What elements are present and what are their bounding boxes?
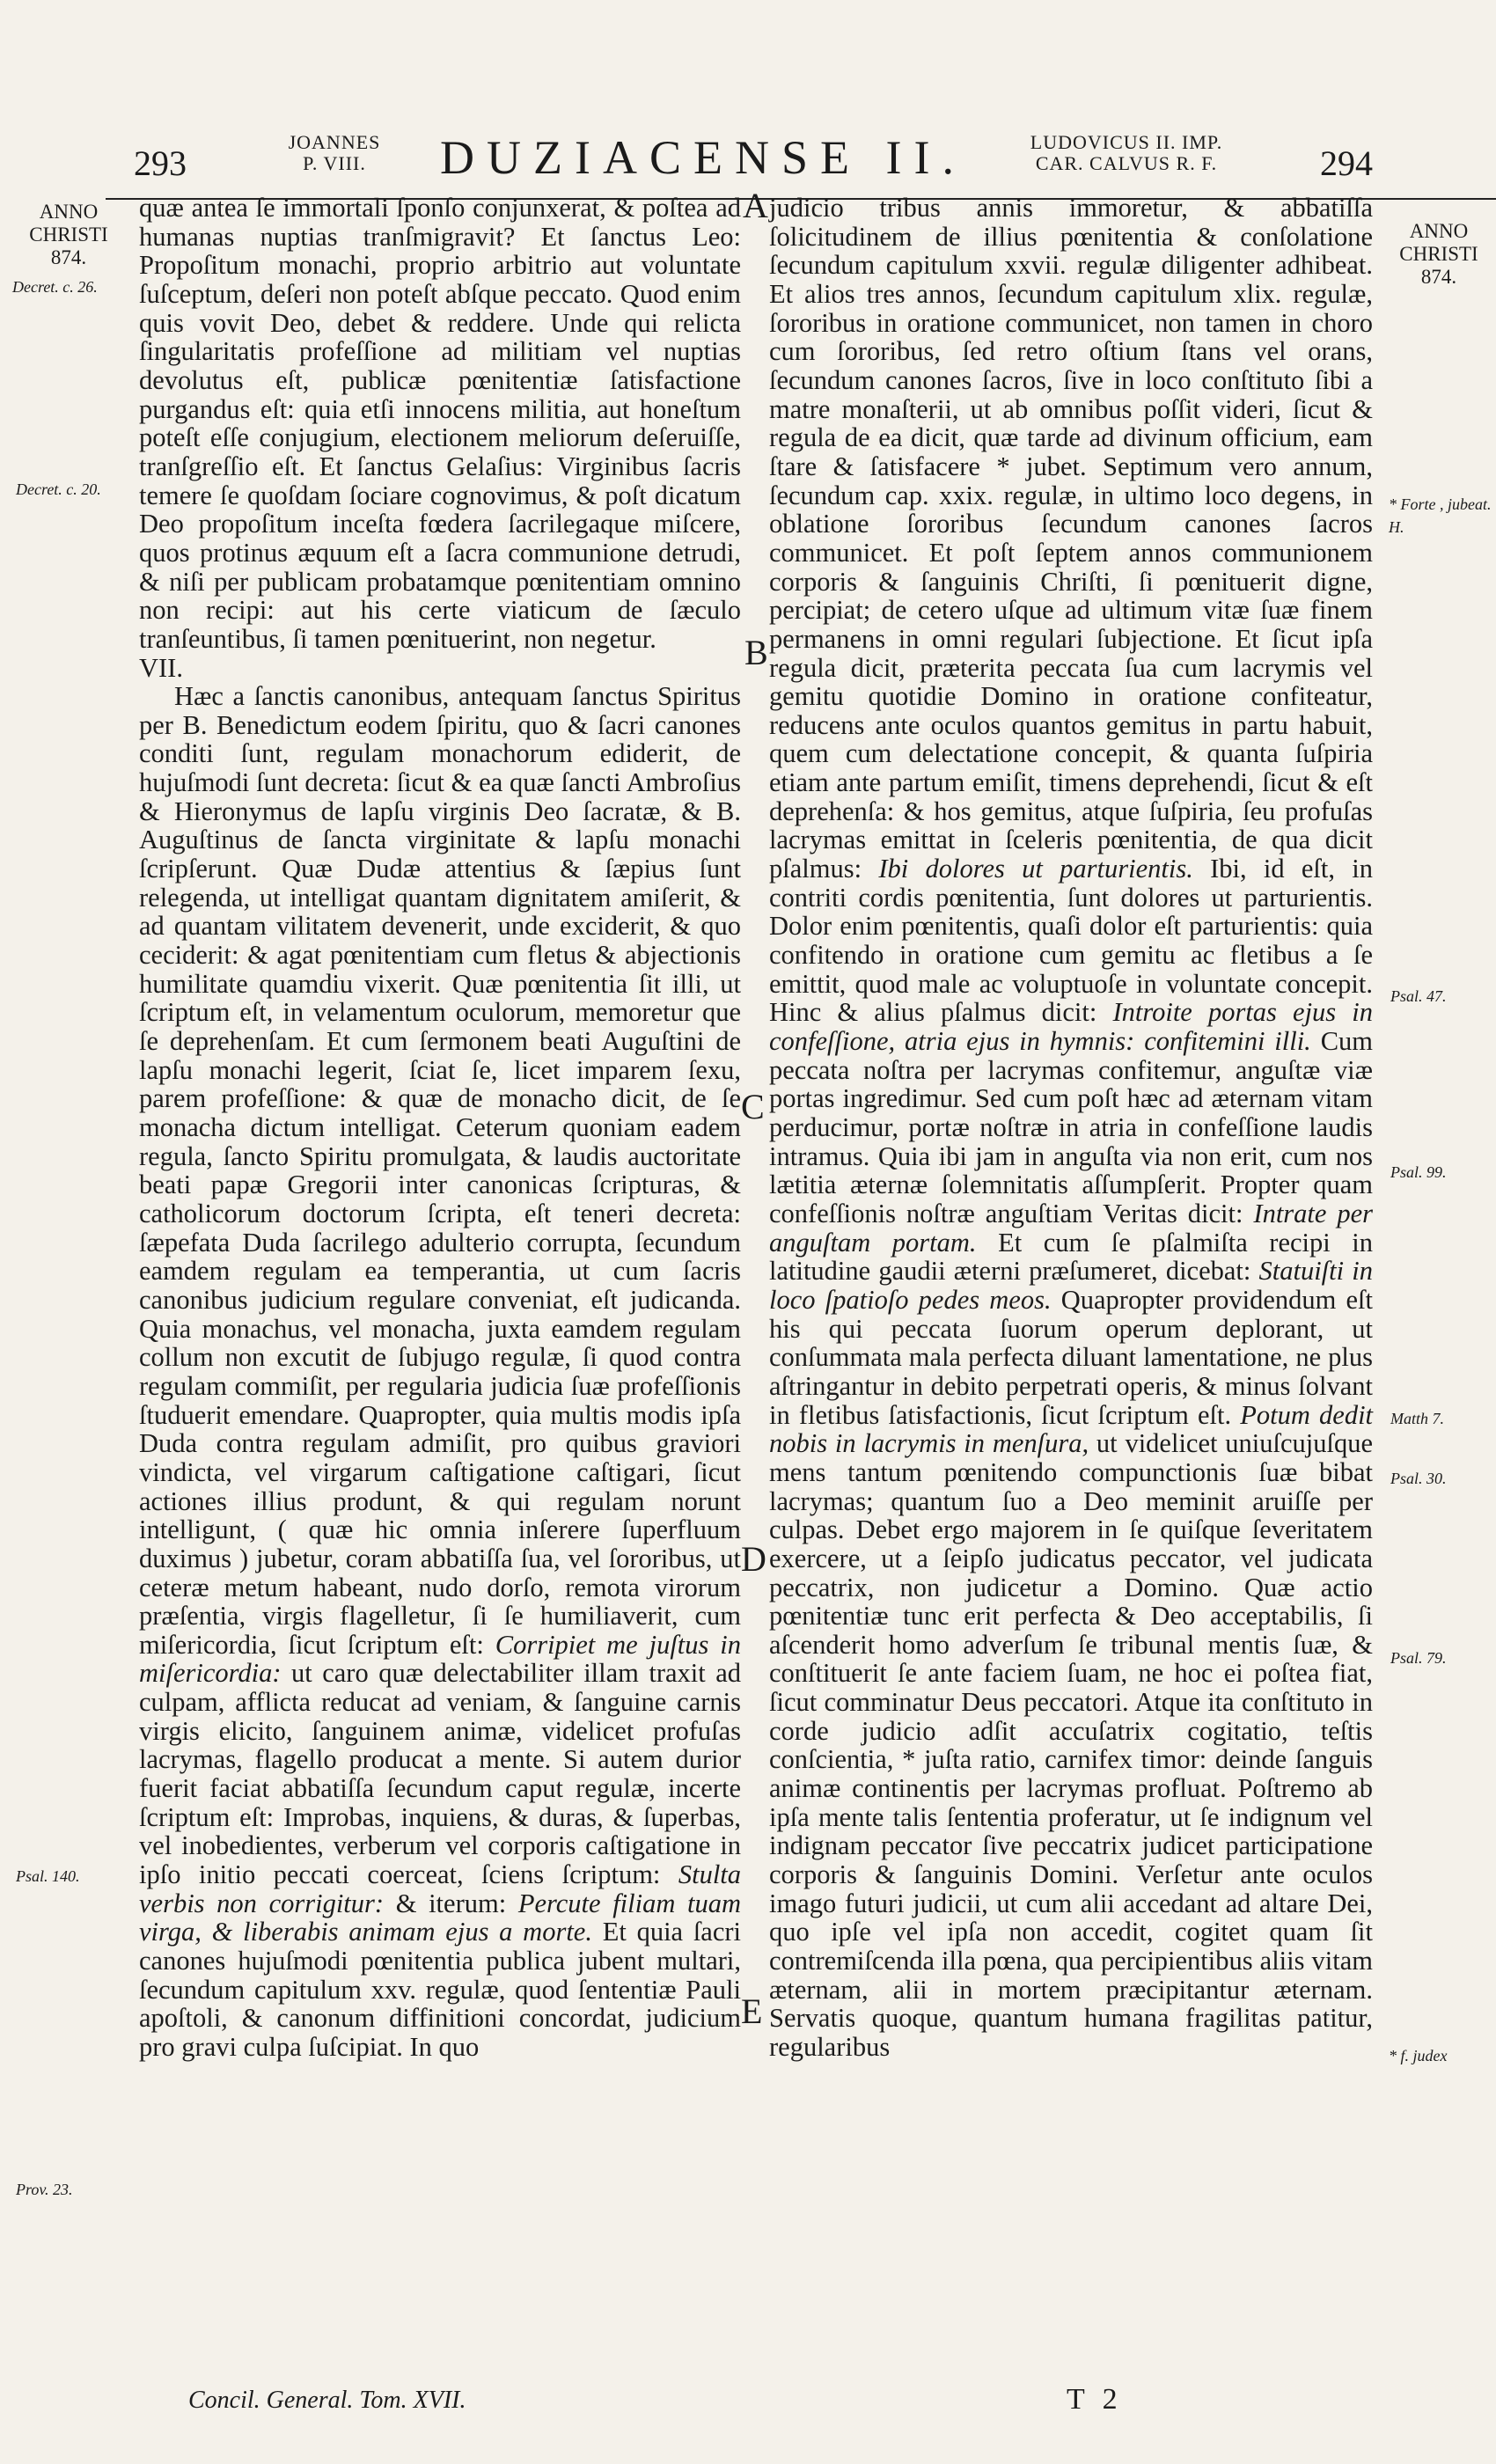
running-head-line: CAR. CALVUS R. F. (1035, 152, 1218, 174)
scripture-quote: Stulta verbis non corrigitur: (139, 1859, 742, 1918)
anno-line: 874. (1420, 266, 1457, 288)
margin-note: Psal. 79. (1390, 1649, 1447, 1667)
scripture-quote: Intrate per anguſtam portam. (769, 1198, 1374, 1258)
margin-note: Psal. 140. (16, 1867, 80, 1885)
section-heading: VII. (139, 652, 183, 683)
margin-note: * Forte , jubeat. H. (1389, 495, 1492, 536)
text-run: Hæc a ſanctis canonibus, antequam ſanctus Spiritus per B. Benedictum eodem ſpiritu, quo & ſacri canones conditi ſunt, regulam monachorum ediderit, de hujuſmodi ſunt decreta: ſicut & ea quæ ſancti Ambroſius & Hieronymus de lapſu virginis Deo ſacratæ, & B. Auguſtinus de ſancta virginitate & lapſu monachi ſcripſerunt. Quæ Dudæ attentius & ſæpius ſunt relegenda, ut intelligat quantam dignitatem amiſerit, & ad quantam vilitatem devenerit, unde exciderit, & quo ceciderit: & agat pœnitentiam cum fletus & abjectionis humilitate quamdiu vixerit. Quæ pœnitentia ſit illi, ut ſcriptum eſt, in velamentum oculorum, memoretur que ſe deprehenſam. Et cum ſermonem beati Auguſtini de lapſu monachi legerit, ſciat ſe, licet imparem ſexu, parem profeſſione: & quæ de monacho dicit, de ſe monacha dictum intelligat. Ceterum quoniam eadem regula, ſancto Spiritu promulgata, & laudis auctoritate beati papæ Gregorii inter canonicas ſcripturas, & catholicorum doctorum ſcripta, eſt teneri decreta: ſæpefata Duda ſacrilego adulterio corrupta, ſecundum eamdem regulam ea temperantia, ut cum ſacris canonibus judicium regulare conveniat, eſt judicanda. Quia monachus, vel monacha, juxta eamdem regulam collum non excutit de ſubjugo regulæ, ſi quod contra regulam commiſit, per regularia judicia ſuæ profeſſionis ſtuduerit emendare. Quapropter, quia multis modis ipſa Duda contra regulam admiſit, pro quibus graviori vindicta, vel virgarum caſtigatione caſtigari, ſicut actiones illius produnt, & qui regulam norunt intelligunt, ( quæ hic omnia inſerere ſuperfluum duximus ) jubetur, coram abbatiſſa ſua, vel ſororibus, ut ceteræ metum habeant, nudo dorſo, remota virorum præſentia, virgis flagelletur, ſi ſe humiliaverit, cum miſericordia, ſicut ſcriptum eſt: (139, 681, 741, 1660)
scripture-quote: Potum dedit nobis in lacrymis in menſura, (769, 1399, 1374, 1459)
section-letter: B (744, 633, 768, 672)
scripture-quote: Ibi dolores ut parturientis. (878, 854, 1193, 884)
anno-line: ANNO (1409, 220, 1469, 242)
right-page-number: 294 (1320, 143, 1373, 183)
paragraph (139, 682, 741, 2062)
section-letter: E (741, 1991, 763, 2031)
text-run: Et cum ſe pſalmiſta recipi in latitudine gaudii æterni præſumeret, dicebat: (769, 1227, 1373, 1287)
section-letter: A (743, 186, 768, 225)
text-run: Ibi, id eſt, in contriti cordis pœnitentia, ſunt dolores ut parturientis. Dolor enim pœnitentis, quaſi dolor eſt parturientis: quia confitendo in oratione cum gemitu ac fletibus a ſe emittit, quod male ac voluptuoſe in voluntate concepit. Hinc & alius pſalmus dicit: (769, 854, 1374, 1028)
text-run: Quapropter providendum eſt his qui peccata ſuorum operum deplorant, ut conſummata mala perfecta diluant lamentatione, ne plus aſtringantur in debito perpetrati operis, & minus ſolvant in fletibus ſatisfactionis, ſicut ſcriptum eſt. (769, 1284, 1374, 1430)
running-head-line: JOANNES (288, 131, 381, 153)
margin-note: * f. judex (1389, 2047, 1448, 2064)
left-running-head (273, 132, 396, 174)
anno-line: CHRISTI (1399, 243, 1478, 265)
left-anno-christi (16, 201, 121, 269)
margin-note: Prov. 23. (16, 2181, 73, 2198)
text-run: ut caro quæ delectabiliter illam traxit ad culpam, afflicta reducat ad veniam, & ſanguine carnis virgis elicito, ſanguinem animæ, videlicet profuſas lacrymas, flagello producat a mente. Si autem durior fuerit faciat abbatiſſa ſecundum caput regulæ, incerte ſcriptum eſt: Improbas, inquiens, & duras, & ſuperbas, vel inobedientes, verberum vel corporis caſtigatione in ipſo initio peccati coerceat, ſciens ſcriptum: (139, 1658, 742, 1890)
margin-note: Psal. 30. (1390, 1470, 1447, 1487)
text-run: ut videlicet uniuſcujuſque mens tantum pœnitendo compunctionis ſuæ bibat lacrymas; quantum ſuo a Deo meminit aruiſſe per culpas. Debet ergo majorem in ſe quiſque ſeveritatem exercere, ut a ſeipſo judicatus peccator, vel judicata peccatrix, non judicetur a Domino. Quæ actio pœnitentiæ tunc erit perfecta & Deo acceptabilis, ſi aſcenderit homo adverſum ſe tribunal mentis ſuæ, & conſtituerit ſe ante faciem ſuam, ne hoc ei poſtea fiat, ſicut comminatur Deus peccatori. Atque ita conſtituto in corde judicio adſit accuſatrix cogitatio, teſtis conſcientia, * juſta ratio, carnifex timor: deinde ſanguis animæ continentis per lacrymas profluat. Poſtremo ab ipſa mente talis ſententia proferatur, ut ſe indignum vel indignam peccator ſive peccatrix judicet participatione corporis & ſanguinis Domini. Verſetur ante oculos imago futuri judicii, ut cum alii accedant ad altare Dei, quo ipſe vel ipſa non accedit, cogitet quam ſit contremiſcenda illa pœna, qua percipientibus aliis vitam æternam, alii in mortem præcipitantur æternam. Servatis quoque, quantum humana fragilitas patitur, regularibus (769, 1428, 1373, 2062)
right-text-column (769, 194, 1373, 2062)
text-run: & iterum: (395, 1888, 507, 1918)
scripture-quote: Corripiet me juſtus in miſericordia: (139, 1629, 742, 1689)
text-run: Cum peccata noſtra per lacrymas confitemur, anguſtæ viæ portas ingredimur. Sed cum poſt hæc ad æternam vitam perducimur, portæ noſtræ in atria in confeſſione laudis intramus. Quia ibi jam in anguſta via non erit, cum nos lætitia æternæ ſolemnitatis aſſumpſerit. Propter quam confeſſionis noſtræ anguſtiam Veritas dicit: (769, 1026, 1374, 1228)
margin-note: Psal. 47. (1390, 987, 1447, 1005)
scripture-quote: Statuiſti in loco ſpatioſo pedes meos. (769, 1256, 1373, 1315)
right-anno-christi (1382, 220, 1496, 289)
running-head-line: LUDOVICUS II. IMP. (1030, 131, 1223, 153)
margin-note: Matth 7. (1390, 1410, 1444, 1427)
paragraph (769, 194, 1373, 2062)
page-title: DUZIACENSE II. (440, 131, 966, 184)
scripture-quote: Introite portas ejus in confeſſione, atria ejus in hymnis: confitemini illi. (769, 997, 1374, 1057)
margin-note: Decret. c. 26. (12, 278, 98, 296)
text-run: judicio tribus annis immoretur, & abbatiſſa ſolicitudinem de illius pœnitentia & conſolatione ſecundum capitulum xxvii. regulæ diligenter adhibeat. Et alios tres annos, ſecundum capitulum xlix. regulæ, ſororibus in oratione communicet, non tamen in choro cum ſororibus, ſed retro oſtium ſtans vel orans, ſecundum canones ſacros, ſive in loco conſtituto ſibi a matre monaſterii, ut ab omnibus poſſit videri, ſicut & regula de ea dicit, quæ tarde ad divinum officium, eam ſtare & ſatisfacere * jubet. Septimum vero annum, ſecundum cap. xxix. regulæ, in ultimo loco degens, in oblatione ſororibus ſecundum canones ſacros communicet. Et poſt ſeptem annos communionem corporis & ſanguinis Chriſti, ſi pœnituerit digne, percipiat; de cetero uſque ad ultimum vitæ ſuæ finem permanens in omni regulari ſubjectione. Et ſicut ipſa regula dicit, præterita peccata ſua cum lacrymis vel gemitu quotidie Domino in oratione confiteatur, reducens ante oculos quantos gemitus in partu habuit, quem cum delectatione concepit, & quanta ſuſpiria etiam ante partum emiſit, timens deprehendi, ſicut & eſt deprehenſa: & hos gemitus, atque ſuſpiria, ſeu profuſas lacrymas emittat in ſceleris pœnitentia, de qua dicit pſalmus: (769, 193, 1373, 884)
margin-note: Decret. c. 20. (16, 480, 101, 498)
section-letter: C (741, 1087, 765, 1126)
signature-mark: T 2 (1067, 2383, 1123, 2416)
text-run: Et quia ſacri canones hujuſmodi pœnitentia publica jubent multari, ſecundum capitulum xxv. regulæ, quod ſententiæ Pauli apoſtoli, & canonum diffinitioni concordat, judicium pro gravi culpa ſuſcipiat. In quo (139, 1917, 742, 2062)
footer-source: Concil. General. Tom. XVII. (188, 2387, 466, 2414)
right-running-head (994, 132, 1258, 174)
anno-line: 874. (50, 246, 87, 268)
left-page-number: 293 (134, 143, 187, 183)
anno-line: CHRISTI (29, 224, 108, 246)
section-letter: D (741, 1539, 766, 1579)
margin-note: Psal. 99. (1390, 1163, 1447, 1181)
left-text-column (139, 194, 741, 2062)
paragraph: quæ antea ſe immortali ſponſo conjunxerat, & poſtea ad humanas nuptias tranſmigravit? Et ſanctus Leo: Propoſitum monachi, proprio arbitrio aut voluntate ſuſceptum, deſeri non poteſt abſque peccato. Quod enim quis vovit Deo, debet & reddere. Unde qui relicta ſingularitatis profeſſione ad militiam vel nuptias devolutus eſt, publicæ pœnitentiæ ſatisfactione purgandus eſt: quia etſi innocens militia, aut honeſtum poteſt eſſe conjugium, electionem meliorum deſeruiſſe, tranſgreſſio eſt. Et ſanctus Gelaſius: Virginibus ſacris temere ſe quoſdam ſociare cognovimus, & poſt dicatum Deo propoſitum inceſta fœdera ſacrilegaque miſcere, quos protinus æquum eſt a ſacra communione detrudi, & niſi per publicam probatamque pœnitentiam omnino non recipi: aut his certe viaticum de ſæculo tranſeuntibus, ſi tamen pœnituerint, non negetur. (139, 193, 741, 654)
scripture-quote: Percute filiam tuam virga, & liberabis animam ejus a morte. (139, 1888, 742, 1947)
anno-line: ANNO (39, 201, 99, 223)
running-head-line: P. VIII. (303, 152, 366, 174)
